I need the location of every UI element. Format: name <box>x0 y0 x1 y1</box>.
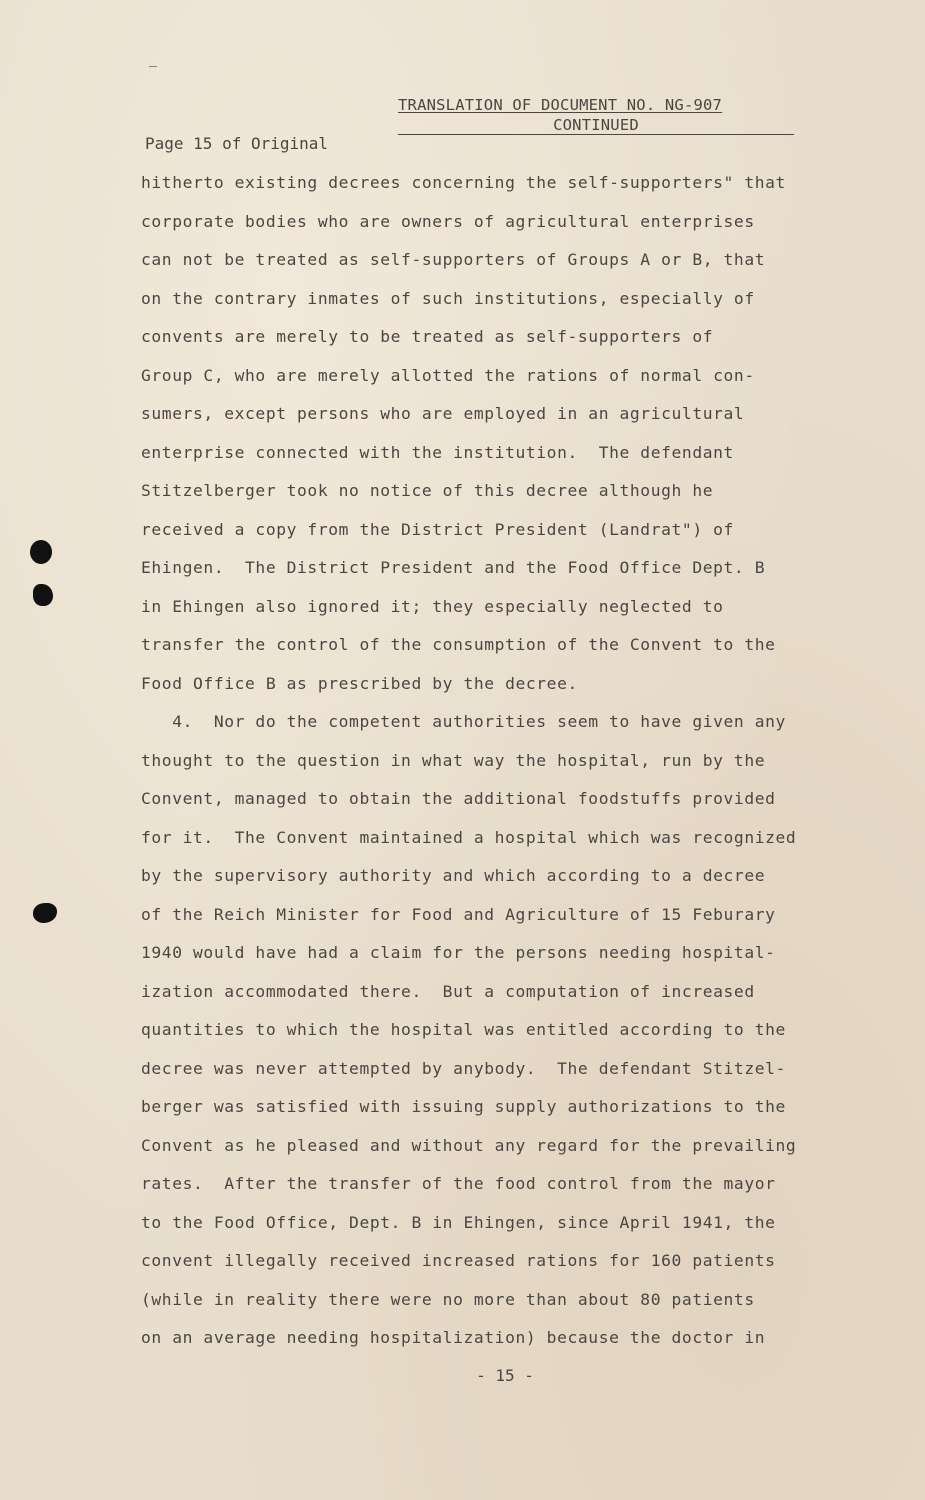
body-line: Food Office B as prescribed by the decree. <box>141 673 578 693</box>
body-line: convents are merely to be treated as self-supporters of <box>141 327 714 346</box>
punch-hole-mark <box>30 540 52 564</box>
body-line: Convent, managed to obtain the additional foodstuffs provided <box>141 789 776 808</box>
body-line: (while in reality there were no more than about 80 patients <box>141 1289 755 1309</box>
punch-hole-mark <box>33 584 53 606</box>
body-line: ization accommodated there. But a computation of increased <box>141 981 755 1001</box>
body-line: Group C, who are merely allotted the rations of normal con- <box>141 365 755 385</box>
body-line: in Ehingen also ignored it; they especially neglected to <box>141 596 724 616</box>
body-line: convent illegally received increased rations for 160 patients <box>141 1251 776 1270</box>
body-line: on an average needing hospitalization) because the doctor in <box>141 1328 766 1347</box>
body-line: received a copy from the District President (Landrat") of <box>141 519 734 539</box>
header-subtitle: CONTINUED <box>553 116 639 134</box>
body-line: can not be treated as self-supporters of Groups A or B, that <box>141 250 766 269</box>
body-line: Ehingen. The District President and the Food Office Dept. B <box>141 558 766 577</box>
body-line: corporate bodies who are owners of agricultural enterprises <box>141 211 755 231</box>
document-header <box>398 96 794 134</box>
page-reference: Page 15 of Original <box>145 134 329 153</box>
body-line: transfer the control of the consumption of the Convent to the <box>141 635 776 654</box>
body-line: to the Food Office, Dept. B in Ehingen, since April 1941, the <box>141 1212 776 1232</box>
header-rule <box>398 134 794 135</box>
body-line: Convent as he pleased and without any regard for the prevailing <box>141 1135 797 1155</box>
body-line: rates. After the transfer of the food control from the mayor <box>141 1174 776 1193</box>
body-line: of the Reich Minister for Food and Agriculture of 15 Feburary <box>141 904 776 924</box>
page-number: - 15 - <box>476 1366 534 1385</box>
header-title: TRANSLATION OF DOCUMENT NO. NG-907 <box>398 96 723 114</box>
body-line: Stitzelberger took no notice of this decree although he <box>141 481 714 500</box>
body-text <box>141 172 881 1366</box>
body-line: 4. Nor do the competent authorities seem to have given any <box>141 712 786 731</box>
body-line: on the contrary inmates of such institutions, especially of <box>141 288 755 308</box>
body-line: for it. The Convent maintained a hospital which was recognized <box>141 827 797 847</box>
body-line: 1940 would have had a claim for the persons needing hospital- <box>141 943 776 962</box>
body-line: decree was never attempted by anybody. The defendant Stitzel- <box>141 1058 786 1078</box>
punch-hole-mark <box>33 903 57 923</box>
body-line: by the supervisory authority and which according to a decree <box>141 866 766 885</box>
stray-mark <box>149 66 157 67</box>
body-line: berger was satisfied with issuing supply authorizations to the <box>141 1097 786 1116</box>
body-line: enterprise connected with the institution. The defendant <box>141 442 734 462</box>
body-line: hitherto existing decrees concerning the self-supporters" that <box>141 173 786 192</box>
body-line: quantities to which the hospital was entitled according to the <box>141 1020 786 1039</box>
body-line: sumers, except persons who are employed in an agricultural <box>141 404 745 423</box>
body-line: thought to the question in what way the hospital, run by the <box>141 750 766 770</box>
